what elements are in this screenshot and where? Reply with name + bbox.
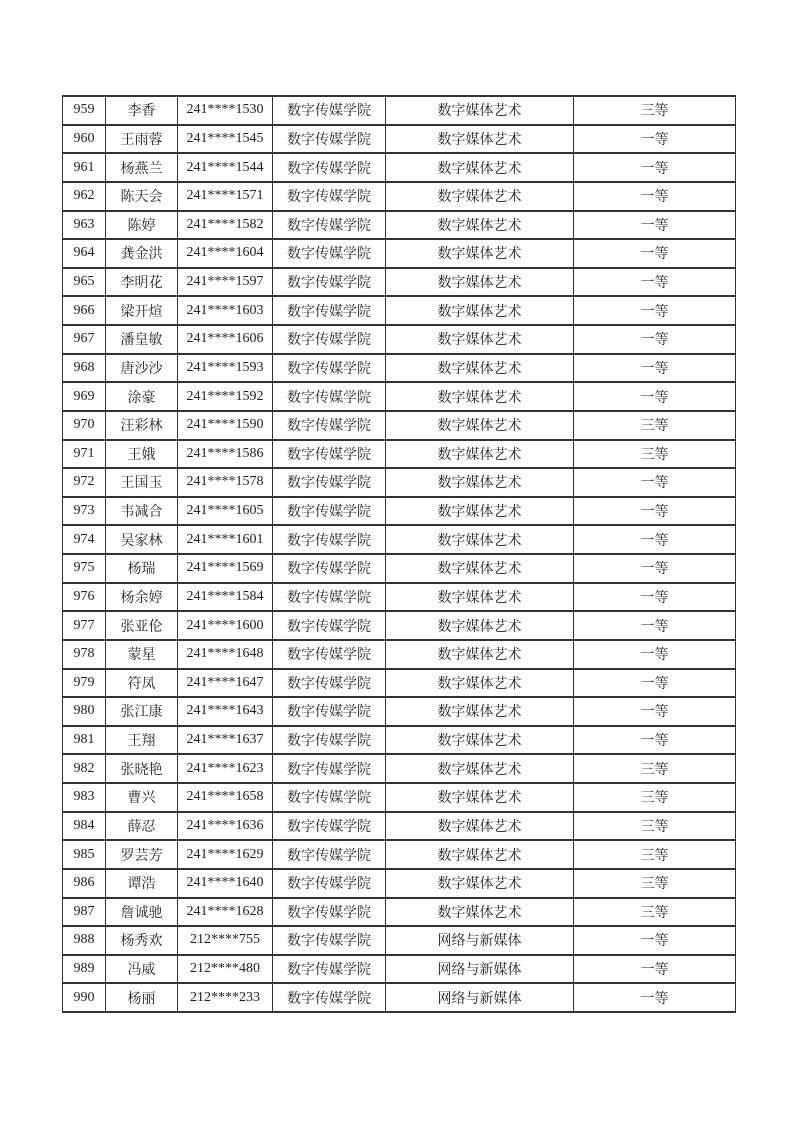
cell-award-level: 一等 xyxy=(574,955,736,984)
table-row xyxy=(63,153,736,182)
cell-student-name: 陈天会 xyxy=(106,182,178,211)
cell-student-id: 241****1545 xyxy=(178,125,273,154)
cell-serial-number: 971 xyxy=(63,440,106,469)
cell-award-level: 一等 xyxy=(574,296,736,325)
cell-student-id: 241****1590 xyxy=(178,411,273,440)
cell-major: 数字媒体艺术 xyxy=(386,697,574,726)
table-row xyxy=(63,983,736,1012)
cell-major: 数字媒体艺术 xyxy=(386,611,574,640)
cell-college: 数字传媒学院 xyxy=(273,440,386,469)
cell-serial-number: 980 xyxy=(63,697,106,726)
cell-student-id: 241****1629 xyxy=(178,840,273,869)
cell-student-id: 241****1569 xyxy=(178,554,273,583)
cell-serial-number: 968 xyxy=(63,354,106,383)
table-row xyxy=(63,125,736,154)
cell-award-level: 一等 xyxy=(574,211,736,240)
cell-serial-number: 983 xyxy=(63,783,106,812)
cell-college: 数字传媒学院 xyxy=(273,955,386,984)
cell-student-id: 241****1647 xyxy=(178,669,273,698)
cell-serial-number: 990 xyxy=(63,983,106,1012)
cell-serial-number: 986 xyxy=(63,869,106,898)
cell-college: 数字传媒学院 xyxy=(273,354,386,383)
cell-major: 数字媒体艺术 xyxy=(386,898,574,927)
cell-major: 数字媒体艺术 xyxy=(386,497,574,526)
cell-student-name: 韦减合 xyxy=(106,497,178,526)
cell-award-level: 一等 xyxy=(574,697,736,726)
cell-award-level: 一等 xyxy=(574,468,736,497)
cell-college: 数字传媒学院 xyxy=(273,812,386,841)
cell-student-id: 212****755 xyxy=(178,926,273,955)
table-row xyxy=(63,354,736,383)
cell-student-id: 241****1571 xyxy=(178,182,273,211)
cell-student-id: 241****1643 xyxy=(178,697,273,726)
cell-major: 数字媒体艺术 xyxy=(386,640,574,669)
cell-college: 数字传媒学院 xyxy=(273,869,386,898)
cell-college: 数字传媒学院 xyxy=(273,926,386,955)
cell-student-id: 241****1600 xyxy=(178,611,273,640)
cell-major: 数字媒体艺术 xyxy=(386,583,574,612)
cell-award-level: 三等 xyxy=(574,869,736,898)
cell-award-level: 一等 xyxy=(574,182,736,211)
table-row xyxy=(63,382,736,411)
award-roster-table xyxy=(62,95,736,1013)
cell-award-level: 三等 xyxy=(574,411,736,440)
cell-serial-number: 978 xyxy=(63,640,106,669)
cell-college: 数字传媒学院 xyxy=(273,96,386,125)
cell-award-level: 一等 xyxy=(574,239,736,268)
cell-award-level: 一等 xyxy=(574,640,736,669)
cell-major: 数字媒体艺术 xyxy=(386,468,574,497)
cell-major: 数字媒体艺术 xyxy=(386,554,574,583)
cell-student-id: 241****1601 xyxy=(178,525,273,554)
cell-serial-number: 962 xyxy=(63,182,106,211)
cell-serial-number: 975 xyxy=(63,554,106,583)
cell-student-name: 王娥 xyxy=(106,440,178,469)
cell-serial-number: 963 xyxy=(63,211,106,240)
cell-student-name: 罗芸芳 xyxy=(106,840,178,869)
cell-major: 数字媒体艺术 xyxy=(386,96,574,125)
cell-serial-number: 985 xyxy=(63,840,106,869)
cell-student-id: 241****1603 xyxy=(178,296,273,325)
cell-major: 数字媒体艺术 xyxy=(386,783,574,812)
cell-student-name: 王国玉 xyxy=(106,468,178,497)
table-row xyxy=(63,497,736,526)
cell-college: 数字传媒学院 xyxy=(273,382,386,411)
cell-serial-number: 979 xyxy=(63,669,106,698)
cell-award-level: 一等 xyxy=(574,726,736,755)
cell-student-name: 潘皇敏 xyxy=(106,325,178,354)
cell-student-name: 吴家林 xyxy=(106,525,178,554)
cell-college: 数字传媒学院 xyxy=(273,153,386,182)
cell-student-name: 王翔 xyxy=(106,726,178,755)
cell-student-id: 241****1636 xyxy=(178,812,273,841)
cell-award-level: 一等 xyxy=(574,554,736,583)
table-row xyxy=(63,411,736,440)
cell-student-name: 陈婷 xyxy=(106,211,178,240)
cell-award-level: 三等 xyxy=(574,96,736,125)
cell-college: 数字传媒学院 xyxy=(273,898,386,927)
cell-college: 数字传媒学院 xyxy=(273,182,386,211)
cell-award-level: 一等 xyxy=(574,583,736,612)
cell-college: 数字传媒学院 xyxy=(273,268,386,297)
cell-major: 网络与新媒体 xyxy=(386,983,574,1012)
cell-student-id: 241****1605 xyxy=(178,497,273,526)
cell-serial-number: 960 xyxy=(63,125,106,154)
cell-student-name: 符凤 xyxy=(106,669,178,698)
cell-student-id: 241****1582 xyxy=(178,211,273,240)
cell-student-id: 241****1648 xyxy=(178,640,273,669)
table-row xyxy=(63,726,736,755)
cell-award-level: 三等 xyxy=(574,754,736,783)
cell-serial-number: 972 xyxy=(63,468,106,497)
cell-award-level: 三等 xyxy=(574,812,736,841)
cell-student-name: 唐沙沙 xyxy=(106,354,178,383)
cell-serial-number: 973 xyxy=(63,497,106,526)
cell-college: 数字传媒学院 xyxy=(273,497,386,526)
cell-student-id: 241****1593 xyxy=(178,354,273,383)
cell-serial-number: 964 xyxy=(63,239,106,268)
cell-college: 数字传媒学院 xyxy=(273,669,386,698)
table-row xyxy=(63,468,736,497)
cell-college: 数字传媒学院 xyxy=(273,296,386,325)
cell-major: 数字媒体艺术 xyxy=(386,840,574,869)
cell-student-name: 涂豪 xyxy=(106,382,178,411)
cell-college: 数字传媒学院 xyxy=(273,583,386,612)
cell-student-name: 梁开煊 xyxy=(106,296,178,325)
table-row xyxy=(63,697,736,726)
cell-major: 数字媒体艺术 xyxy=(386,354,574,383)
cell-major: 数字媒体艺术 xyxy=(386,182,574,211)
cell-award-level: 一等 xyxy=(574,354,736,383)
cell-student-name: 杨秀欢 xyxy=(106,926,178,955)
cell-serial-number: 987 xyxy=(63,898,106,927)
table-row xyxy=(63,840,736,869)
cell-award-level: 三等 xyxy=(574,440,736,469)
cell-college: 数字传媒学院 xyxy=(273,554,386,583)
cell-major: 网络与新媒体 xyxy=(386,955,574,984)
cell-student-id: 241****1628 xyxy=(178,898,273,927)
table-row xyxy=(63,182,736,211)
cell-student-id: 241****1597 xyxy=(178,268,273,297)
table-row xyxy=(63,754,736,783)
table-row xyxy=(63,296,736,325)
cell-student-name: 曹兴 xyxy=(106,783,178,812)
cell-award-level: 一等 xyxy=(574,525,736,554)
cell-major: 数字媒体艺术 xyxy=(386,125,574,154)
table-row xyxy=(63,211,736,240)
cell-major: 数字媒体艺术 xyxy=(386,268,574,297)
cell-award-level: 一等 xyxy=(574,611,736,640)
cell-student-id: 241****1578 xyxy=(178,468,273,497)
table-row xyxy=(63,583,736,612)
cell-student-id: 241****1637 xyxy=(178,726,273,755)
cell-college: 数字传媒学院 xyxy=(273,211,386,240)
table-row xyxy=(63,812,736,841)
table-row xyxy=(63,239,736,268)
cell-student-id: 212****480 xyxy=(178,955,273,984)
cell-student-id: 241****1592 xyxy=(178,382,273,411)
cell-student-name: 杨余婷 xyxy=(106,583,178,612)
cell-student-name: 李明花 xyxy=(106,268,178,297)
cell-serial-number: 976 xyxy=(63,583,106,612)
table-row xyxy=(63,898,736,927)
cell-major: 数字媒体艺术 xyxy=(386,382,574,411)
cell-student-name: 杨燕兰 xyxy=(106,153,178,182)
cell-student-name: 詹诚驰 xyxy=(106,898,178,927)
cell-award-level: 一等 xyxy=(574,268,736,297)
cell-major: 数字媒体艺术 xyxy=(386,153,574,182)
table-row xyxy=(63,640,736,669)
table-row xyxy=(63,554,736,583)
cell-student-name: 蒙星 xyxy=(106,640,178,669)
cell-serial-number: 982 xyxy=(63,754,106,783)
cell-award-level: 一等 xyxy=(574,125,736,154)
cell-student-id: 241****1530 xyxy=(178,96,273,125)
cell-college: 数字传媒学院 xyxy=(273,125,386,154)
cell-serial-number: 966 xyxy=(63,296,106,325)
cell-major: 数字媒体艺术 xyxy=(386,525,574,554)
cell-student-name: 冯威 xyxy=(106,955,178,984)
cell-college: 数字传媒学院 xyxy=(273,325,386,354)
cell-college: 数字传媒学院 xyxy=(273,525,386,554)
table-row xyxy=(63,955,736,984)
cell-student-name: 龚金洪 xyxy=(106,239,178,268)
cell-award-level: 一等 xyxy=(574,382,736,411)
table-row xyxy=(63,869,736,898)
cell-student-id: 241****1544 xyxy=(178,153,273,182)
cell-major: 数字媒体艺术 xyxy=(386,211,574,240)
cell-award-level: 三等 xyxy=(574,783,736,812)
table-row xyxy=(63,525,736,554)
cell-major: 数字媒体艺术 xyxy=(386,440,574,469)
cell-serial-number: 967 xyxy=(63,325,106,354)
cell-award-level: 一等 xyxy=(574,669,736,698)
table-row xyxy=(63,611,736,640)
cell-award-level: 三等 xyxy=(574,840,736,869)
cell-college: 数字传媒学院 xyxy=(273,697,386,726)
cell-college: 数字传媒学院 xyxy=(273,983,386,1012)
table-row xyxy=(63,325,736,354)
cell-major: 数字媒体艺术 xyxy=(386,726,574,755)
cell-serial-number: 965 xyxy=(63,268,106,297)
cell-student-name: 薛忍 xyxy=(106,812,178,841)
award-roster-table-body xyxy=(63,96,736,1012)
cell-student-name: 张江康 xyxy=(106,697,178,726)
table-row xyxy=(63,783,736,812)
cell-college: 数字传媒学院 xyxy=(273,640,386,669)
cell-student-id: 212****233 xyxy=(178,983,273,1012)
cell-serial-number: 959 xyxy=(63,96,106,125)
cell-student-id: 241****1623 xyxy=(178,754,273,783)
cell-serial-number: 981 xyxy=(63,726,106,755)
cell-major: 数字媒体艺术 xyxy=(386,669,574,698)
cell-serial-number: 977 xyxy=(63,611,106,640)
cell-student-id: 241****1606 xyxy=(178,325,273,354)
cell-major: 数字媒体艺术 xyxy=(386,754,574,783)
table-row xyxy=(63,669,736,698)
cell-student-name: 杨丽 xyxy=(106,983,178,1012)
cell-college: 数字传媒学院 xyxy=(273,754,386,783)
cell-major: 数字媒体艺术 xyxy=(386,325,574,354)
table-row xyxy=(63,440,736,469)
cell-student-id: 241****1584 xyxy=(178,583,273,612)
cell-major: 数字媒体艺术 xyxy=(386,239,574,268)
cell-college: 数字传媒学院 xyxy=(273,411,386,440)
table-row xyxy=(63,96,736,125)
cell-student-id: 241****1586 xyxy=(178,440,273,469)
cell-award-level: 一等 xyxy=(574,325,736,354)
cell-major: 数字媒体艺术 xyxy=(386,411,574,440)
cell-student-name: 王雨蓉 xyxy=(106,125,178,154)
cell-college: 数字传媒学院 xyxy=(273,783,386,812)
cell-student-id: 241****1658 xyxy=(178,783,273,812)
cell-serial-number: 970 xyxy=(63,411,106,440)
cell-serial-number: 989 xyxy=(63,955,106,984)
cell-student-name: 谭浩 xyxy=(106,869,178,898)
cell-student-id: 241****1604 xyxy=(178,239,273,268)
cell-award-level: 一等 xyxy=(574,983,736,1012)
cell-major: 网络与新媒体 xyxy=(386,926,574,955)
cell-award-level: 一等 xyxy=(574,153,736,182)
cell-serial-number: 984 xyxy=(63,812,106,841)
cell-student-name: 李香 xyxy=(106,96,178,125)
cell-award-level: 一等 xyxy=(574,497,736,526)
cell-serial-number: 988 xyxy=(63,926,106,955)
cell-student-name: 汪彩林 xyxy=(106,411,178,440)
cell-serial-number: 974 xyxy=(63,525,106,554)
cell-college: 数字传媒学院 xyxy=(273,611,386,640)
cell-major: 数字媒体艺术 xyxy=(386,812,574,841)
cell-award-level: 一等 xyxy=(574,926,736,955)
cell-serial-number: 969 xyxy=(63,382,106,411)
table-row xyxy=(63,268,736,297)
cell-college: 数字传媒学院 xyxy=(273,726,386,755)
cell-student-name: 张晓艳 xyxy=(106,754,178,783)
cell-student-name: 张亚伦 xyxy=(106,611,178,640)
cell-college: 数字传媒学院 xyxy=(273,468,386,497)
cell-college: 数字传媒学院 xyxy=(273,239,386,268)
cell-major: 数字媒体艺术 xyxy=(386,869,574,898)
cell-award-level: 三等 xyxy=(574,898,736,927)
cell-student-name: 杨瑞 xyxy=(106,554,178,583)
cell-student-id: 241****1640 xyxy=(178,869,273,898)
table-row xyxy=(63,926,736,955)
cell-college: 数字传媒学院 xyxy=(273,840,386,869)
cell-major: 数字媒体艺术 xyxy=(386,296,574,325)
cell-serial-number: 961 xyxy=(63,153,106,182)
